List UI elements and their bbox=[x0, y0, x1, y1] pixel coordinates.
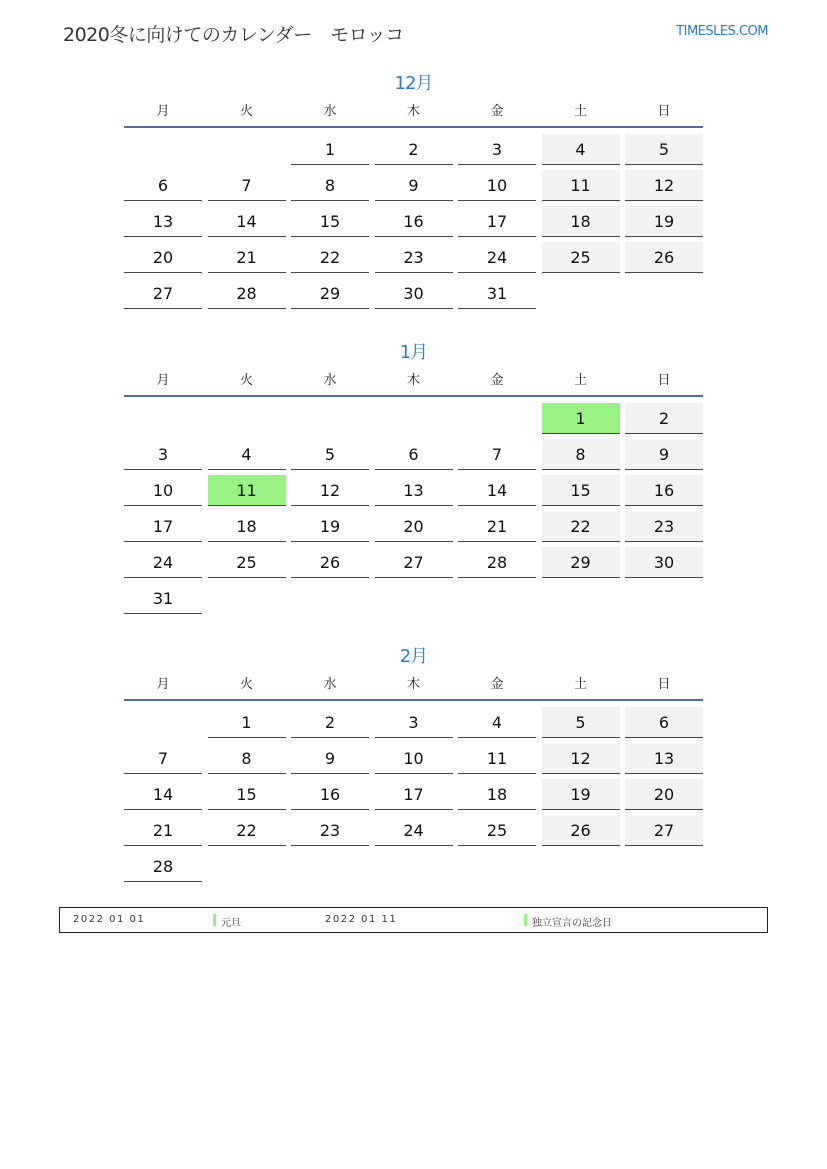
day-cell: 27 bbox=[124, 278, 202, 309]
day-cell: 1 bbox=[542, 403, 620, 434]
day-cell: 26 bbox=[291, 547, 369, 578]
day-cell: 9 bbox=[625, 439, 703, 470]
day-cell: 22 bbox=[208, 815, 286, 846]
holiday-color-marker bbox=[524, 914, 527, 926]
holiday-name: 元旦 bbox=[221, 918, 241, 929]
day-cell: 12 bbox=[625, 170, 703, 201]
weekday-label: 土 bbox=[573, 373, 587, 388]
day-cell: 23 bbox=[375, 242, 453, 273]
day-cell: 13 bbox=[375, 475, 453, 506]
month-january bbox=[124, 341, 703, 626]
month-december bbox=[124, 72, 703, 322]
day-cell: 13 bbox=[124, 206, 202, 237]
day-cell: 30 bbox=[625, 547, 703, 578]
weekday-label: 土 bbox=[573, 104, 587, 119]
day-cell: 17 bbox=[458, 206, 536, 237]
day-cell: 7 bbox=[208, 170, 286, 201]
day-cell: 11 bbox=[208, 475, 286, 506]
day-cell: 2 bbox=[375, 134, 453, 165]
day-cell: 1 bbox=[291, 134, 369, 165]
weekday-header bbox=[124, 102, 703, 128]
day-cell: 16 bbox=[291, 779, 369, 810]
day-cell: 19 bbox=[625, 206, 703, 237]
day-cell: 30 bbox=[375, 278, 453, 309]
day-cell: 4 bbox=[458, 707, 536, 738]
day-cell: 24 bbox=[375, 815, 453, 846]
day-cell: 23 bbox=[625, 511, 703, 542]
day-cell: 22 bbox=[542, 511, 620, 542]
day-cell: 25 bbox=[458, 815, 536, 846]
weekday-label: 土 bbox=[573, 677, 587, 692]
weekday-label: 月 bbox=[156, 677, 170, 692]
day-cell: 4 bbox=[542, 134, 620, 165]
day-cell: 24 bbox=[124, 547, 202, 578]
day-cell: 17 bbox=[375, 779, 453, 810]
weekday-label: 日 bbox=[657, 104, 671, 119]
weekday-label: 日 bbox=[657, 677, 671, 692]
weekday-label: 月 bbox=[156, 104, 170, 119]
day-cell: 27 bbox=[375, 547, 453, 578]
day-cell: 11 bbox=[458, 743, 536, 774]
day-cell: 16 bbox=[375, 206, 453, 237]
holiday-date: 2022 01 11 bbox=[325, 914, 398, 925]
holiday-color-marker bbox=[213, 914, 216, 926]
day-cell: 13 bbox=[625, 743, 703, 774]
day-cell: 14 bbox=[124, 779, 202, 810]
day-cell: 21 bbox=[458, 511, 536, 542]
day-cell: 22 bbox=[291, 242, 369, 273]
weekday-label: 金 bbox=[490, 104, 504, 119]
day-cell: 6 bbox=[625, 707, 703, 738]
weekday-label: 木 bbox=[406, 373, 420, 388]
weekday-label: 水 bbox=[323, 677, 337, 692]
day-cell: 20 bbox=[625, 779, 703, 810]
month-title: 1月 bbox=[399, 342, 428, 363]
weekday-label: 火 bbox=[239, 104, 253, 119]
day-cell: 19 bbox=[542, 779, 620, 810]
day-cell: 20 bbox=[124, 242, 202, 273]
day-cell: 8 bbox=[291, 170, 369, 201]
day-cell: 1 bbox=[208, 707, 286, 738]
weekday-label: 月 bbox=[156, 373, 170, 388]
weekday-label: 金 bbox=[490, 677, 504, 692]
day-cell: 27 bbox=[625, 815, 703, 846]
site-link[interactable]: TIMESLES.COM bbox=[676, 24, 768, 39]
weekday-label: 水 bbox=[323, 373, 337, 388]
page-title: 2020冬に向けてのカレンダー モロッコ bbox=[63, 24, 404, 46]
day-cell: 28 bbox=[458, 547, 536, 578]
day-cell: 8 bbox=[208, 743, 286, 774]
day-cell: 24 bbox=[458, 242, 536, 273]
day-cell: 10 bbox=[124, 475, 202, 506]
weekday-label: 日 bbox=[657, 373, 671, 388]
day-cell: 31 bbox=[458, 278, 536, 309]
day-cell: 7 bbox=[124, 743, 202, 774]
day-cell: 25 bbox=[208, 547, 286, 578]
day-cell: 31 bbox=[124, 583, 202, 614]
weekday-label: 木 bbox=[406, 104, 420, 119]
day-cell: 5 bbox=[625, 134, 703, 165]
day-cell: 25 bbox=[542, 242, 620, 273]
day-cell: 3 bbox=[124, 439, 202, 470]
day-cell: 4 bbox=[208, 439, 286, 470]
day-cell: 20 bbox=[375, 511, 453, 542]
day-cell: 18 bbox=[458, 779, 536, 810]
day-cell: 2 bbox=[625, 403, 703, 434]
holiday-name: 独立宣言の記念日 bbox=[532, 918, 612, 929]
holiday-date: 2022 01 01 bbox=[73, 914, 146, 925]
day-cell: 16 bbox=[625, 475, 703, 506]
weekday-header bbox=[124, 371, 703, 397]
day-cell: 5 bbox=[542, 707, 620, 738]
weekday-label: 火 bbox=[239, 677, 253, 692]
day-cell: 6 bbox=[375, 439, 453, 470]
day-cell: 18 bbox=[208, 511, 286, 542]
day-cell: 28 bbox=[124, 851, 202, 882]
day-cell: 10 bbox=[375, 743, 453, 774]
page-header bbox=[63, 20, 768, 50]
day-cell: 23 bbox=[291, 815, 369, 846]
day-cell: 9 bbox=[375, 170, 453, 201]
holiday-legend bbox=[59, 907, 768, 933]
day-cell: 18 bbox=[542, 206, 620, 237]
day-cell: 14 bbox=[458, 475, 536, 506]
day-cell: 12 bbox=[291, 475, 369, 506]
day-cell: 8 bbox=[542, 439, 620, 470]
day-cell: 15 bbox=[208, 779, 286, 810]
day-cell: 21 bbox=[208, 242, 286, 273]
day-cell: 19 bbox=[291, 511, 369, 542]
weekday-label: 火 bbox=[239, 373, 253, 388]
day-cell: 21 bbox=[124, 815, 202, 846]
month-february bbox=[124, 645, 703, 895]
day-cell: 15 bbox=[291, 206, 369, 237]
month-title: 12月 bbox=[394, 73, 433, 94]
weekday-header bbox=[124, 675, 703, 701]
month-title: 2月 bbox=[399, 646, 428, 667]
day-cell: 9 bbox=[291, 743, 369, 774]
day-cell: 14 bbox=[208, 206, 286, 237]
day-cell: 29 bbox=[542, 547, 620, 578]
day-cell: 11 bbox=[542, 170, 620, 201]
day-cell: 5 bbox=[291, 439, 369, 470]
day-cell: 7 bbox=[458, 439, 536, 470]
weekday-label: 木 bbox=[406, 677, 420, 692]
day-cell: 6 bbox=[124, 170, 202, 201]
day-cell: 29 bbox=[291, 278, 369, 309]
day-cell: 28 bbox=[208, 278, 286, 309]
day-cell: 3 bbox=[458, 134, 536, 165]
day-cell: 15 bbox=[542, 475, 620, 506]
weekday-label: 水 bbox=[323, 104, 337, 119]
day-cell: 10 bbox=[458, 170, 536, 201]
day-cell: 2 bbox=[291, 707, 369, 738]
day-cell: 26 bbox=[542, 815, 620, 846]
day-cell: 17 bbox=[124, 511, 202, 542]
day-cell: 12 bbox=[542, 743, 620, 774]
day-cell: 3 bbox=[375, 707, 453, 738]
weekday-label: 金 bbox=[490, 373, 504, 388]
day-cell: 26 bbox=[625, 242, 703, 273]
